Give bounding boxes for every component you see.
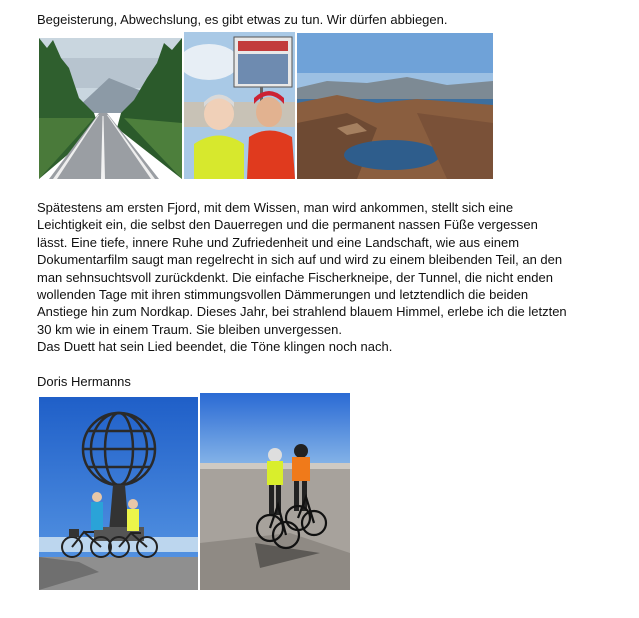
paragraph-line: lässt. Eine tiefe, innere Ruhe und Zufriedenheit und eine Landschaft, wie aus einem	[37, 234, 520, 250]
selfie-photo	[184, 32, 295, 179]
fjord-photo	[297, 33, 493, 179]
paragraph-line: Das Duett hat sein Lied beendet, die Töne klingen noch nach.	[37, 339, 393, 355]
globe-monument-photo	[39, 397, 198, 590]
intro-text: Begeisterung, Abwechslung, es gibt etwas zu tun. Wir dürfen abbiegen.	[37, 12, 448, 27]
paragraph-line: Dokumentarfilm saugt man regelrecht in sich auf und wird zu einem bleibenden Teil, an den	[37, 252, 563, 268]
paragraph-line: Spätestens am ersten Fjord, mit dem Wissen, man wird ankommen, stellt sich eine	[37, 200, 514, 215]
paragraph-line: Leichtigkeit ein, die selbst den Dauerregen und die permanent nassen Füße vergessen	[37, 217, 538, 233]
paragraph-line: man sehnsuchtsvoll zurückdenkt. Die einfache Fischerkneipe, der Tunnel, die nicht enden	[37, 269, 553, 285]
body-paragraph	[37, 199, 567, 356]
paragraph-line: 30 km wie in einem Traum. Sie bleiben unvergessen.	[37, 321, 342, 337]
road-photo	[39, 38, 182, 179]
paragraph-line: wollenden Tage mit ihren stimmungsvollen Dämmerungen und letztendlich die beiden	[37, 287, 529, 303]
paragraph-line: Anstiege hin zum Nordkap. Dieses Jahr, bei strahlend blauem Himmel, erlebe ich die letzten	[37, 304, 567, 320]
author-name: Doris Hermanns	[37, 374, 131, 389]
cyclists-photo	[200, 393, 350, 590]
